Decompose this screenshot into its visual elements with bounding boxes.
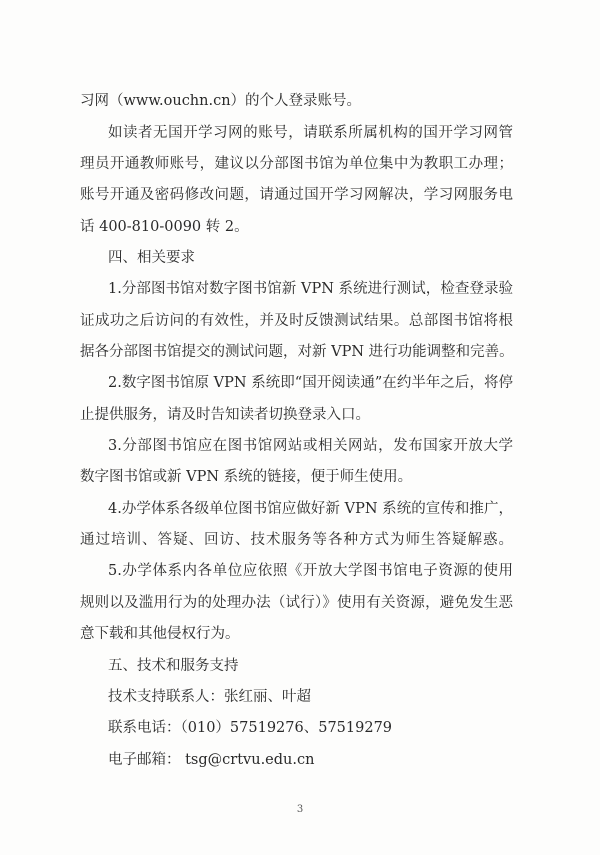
text-line: 理员开通教师账号，建议以分部图书馆为单位集中为教职工办理； bbox=[80, 156, 513, 172]
text-line: 4.办学体系各级单位图书馆应做好新 VPN 系统的宣传和推广， bbox=[108, 501, 513, 517]
text-line: 2.数字图书馆原 VPN 系统即“国开阅读通”在约半年之后，将停 bbox=[108, 375, 513, 391]
text-line: 3.分部图书馆应在图书馆网站或相关网站，发布国家开放大学 bbox=[108, 438, 513, 454]
page-number: 3 bbox=[296, 804, 304, 815]
text-line: 如读者无国开学习网的账号，请联系所属机构的国开学习网管 bbox=[108, 125, 513, 141]
text-line: 技术支持联系人：张红丽、叶超 bbox=[108, 689, 311, 705]
text-line: 据各分部图书馆提交的测试问题，对新 VPN 进行功能调整和完善。 bbox=[80, 344, 514, 360]
text-line: 联系电话：（010）57519276、57519279 bbox=[108, 720, 393, 736]
text-line: 习网（www.ouchn.cn）的个人登录账号。 bbox=[80, 93, 362, 109]
text-line: 数字图书馆或新 VPN 系统的链接，便于师生使用。 bbox=[80, 469, 413, 485]
text-line: 证成功之后访问的有效性，并及时反馈测试结果。总部图书馆将根 bbox=[80, 313, 513, 329]
section-heading: 四、相关要求 bbox=[108, 250, 195, 266]
text-line: 电子邮箱： tsg@crtvu.edu.cn bbox=[108, 752, 315, 768]
text-line: 5.办学体系内各单位应依照《开放大学图书馆电子资源的使用 bbox=[108, 563, 513, 579]
text-line: 规则以及滥用行为的处理办法（试行）》使用有关资源，避免发生恶 bbox=[80, 595, 513, 611]
text-line: 账号开通及密码修改问题，请通过国开学习网解决，学习网服务电 bbox=[80, 187, 513, 203]
text-line: 1.分部图书馆对数字图书馆新 VPN 系统进行测试，检查登录验 bbox=[108, 281, 513, 297]
text-line: 话 400-810-0090 转 2。 bbox=[80, 219, 249, 235]
text-line: 通过培训、答疑、回访、技术服务等各种方式为师生答疑解惑。 bbox=[80, 532, 513, 548]
text-line: 止提供服务，请及时告知读者切换登录入口。 bbox=[80, 407, 370, 423]
text-line: 意下载和其他侵权行为。 bbox=[80, 626, 240, 642]
section-heading: 五、技术和服务支持 bbox=[108, 658, 239, 674]
